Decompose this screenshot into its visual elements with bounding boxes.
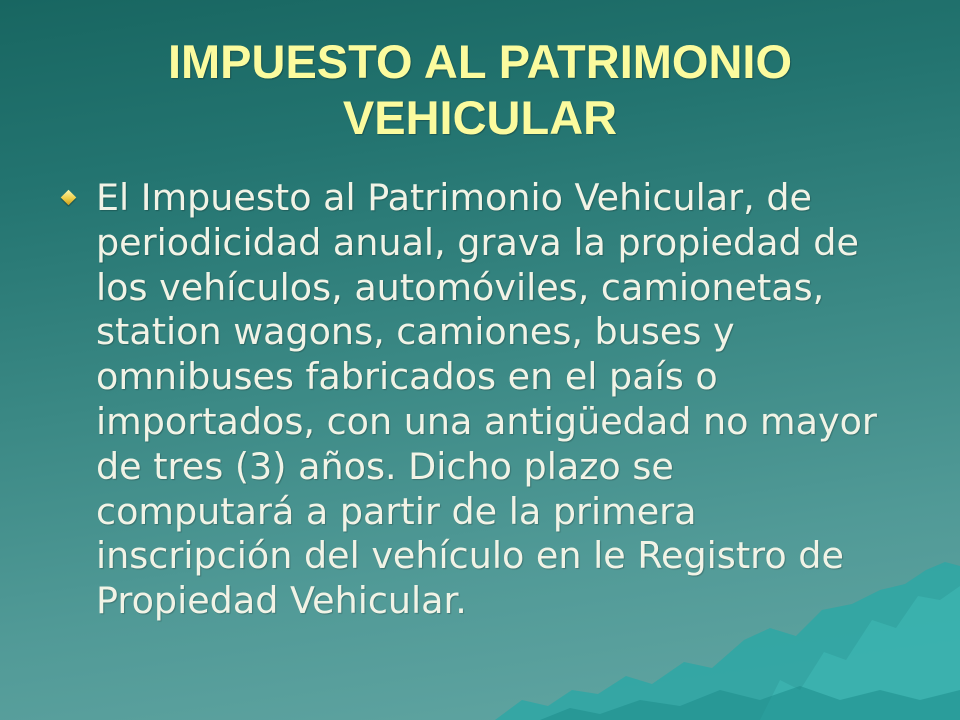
paragraph-line: los vehículos, automóviles, camionetas, [96, 265, 825, 309]
paragraph-line: El Impuesto al Patrimonio Vehicular, de [96, 176, 812, 219]
paragraph-line: Propiedad Vehicular. [96, 579, 467, 623]
paragraph-line: de tres (3) años. Dicho plazo se [96, 444, 674, 488]
title-line: IMPUESTO AL PATRIMONIO [167, 35, 793, 88]
paragraph-line: periodicidad anual, grava la propiedad de [96, 220, 859, 264]
bullet-paragraph [96, 176, 877, 624]
paragraph-line: omnibuses fabricados en el país o [96, 355, 718, 399]
paragraph-line: inscripción del vehículo en le Registro de [96, 534, 844, 578]
paragraph-line: station wagons, camiones, buses y [96, 310, 735, 354]
paragraph-line: computará a partir de la primera [96, 489, 697, 533]
paragraph-line: importados, con una antigüedad no mayor [96, 399, 877, 443]
slide-title [60, 34, 900, 146]
title-line: VEHICULAR [342, 91, 618, 144]
